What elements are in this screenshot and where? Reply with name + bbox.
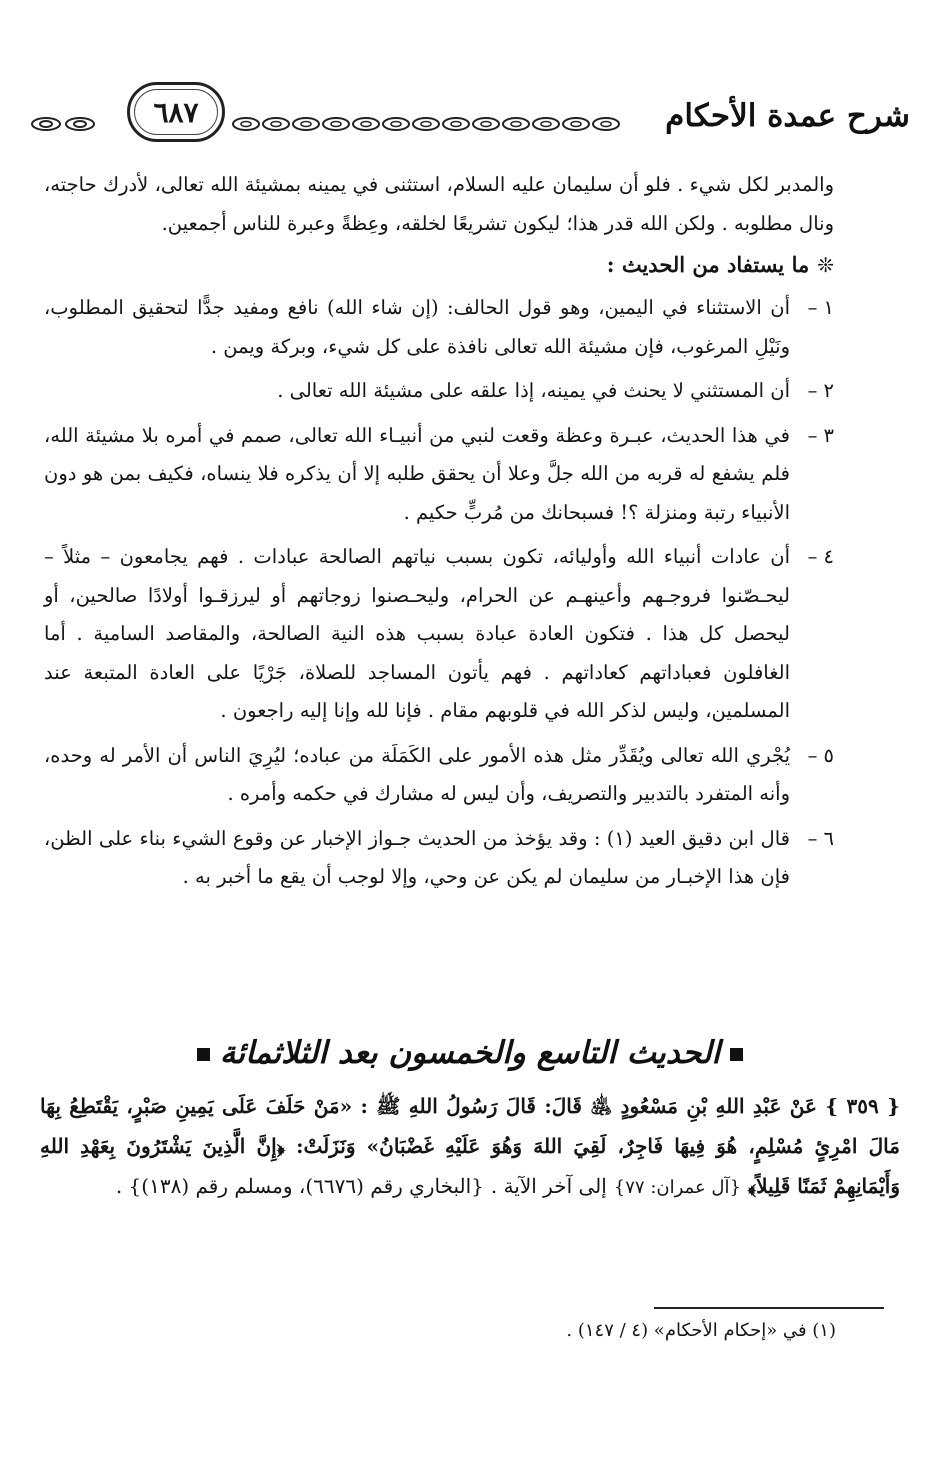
item-number: ٦ –: [807, 826, 834, 850]
running-header: [30, 72, 910, 158]
item-number: ١ –: [807, 296, 834, 319]
item-number: ٥ –: [807, 743, 834, 767]
item-number: ٣ –: [807, 423, 834, 447]
item-text: في هذا الحديث، عبـرة وعظة وقعت لنبي من أنبيـاء الله تعالى، صمم في أمره بلا مشيئة الله، فلم يشفع له قربه من الله جلَّ وعلا أن يحقق طلبه إلا أن يذكره فلا ينساه، فكيف بمن هو دون الأنبياء رتبة ومنزلة ؟! فسبحانك من مُربٍّ حكيم .: [44, 423, 790, 524]
footnote-rule: [654, 1307, 884, 1309]
asterisk-icon: ❊: [817, 253, 834, 277]
square-bullet-icon: [730, 1048, 743, 1061]
benefit-item-5: [44, 737, 834, 814]
benefit-item-3: [44, 417, 834, 533]
intro-paragraph: والمدبر لكل شيء . فلو أن سليمان عليه السلام، استثنى في يمينه بمشيئة الله تعالى، لأدرك حاجته، ونال مطلوبه . ولكن الله قدر هذا؛ ليكون تشريعًا لخلقه، وعِظةً وعبرة للناس أجمعين.: [44, 173, 834, 235]
square-bullet-icon: [197, 1048, 210, 1061]
benefit-item-6: [44, 820, 834, 897]
hadith-matn: عَنْ عَبْدِ اللهِ بْنِ مَسْعُودٍ ﵁ قَالَ: قَالَ رَسُولُ اللهِ ﷺ : «مَنْ حَلَفَ عَلَى يَمِينِ صَبْرٍ، يَقْتَطِعُ بِهَا مَالَ امْرِئٍ مُسْلِمٍ، هُوَ فِيهَا فَاجِرٌ، لَقِيَ اللهَ وَهُوَ عَلَيْهِ غَضْبَانُ» وَنَزَلَتْ: ﴿إِنَّ الَّذِينَ يَشْتَرُونَ بِعَهْدِ اللهِ وَأَيْمَانِهِمْ ثَمَنًا قَلِيلاً﴾: [40, 1094, 900, 1198]
hadith-title: [60, 1028, 880, 1078]
benefits-heading: [44, 245, 834, 285]
item-text: أن المستثني لا يحنث في يمينه، إذا علقه على مشيئة الله تعالى .: [277, 379, 790, 402]
header-ornament-left: [30, 114, 100, 134]
page-number: ٦٨٧: [153, 95, 199, 129]
item-text: أن الاستثناء في اليمين، وهو قول الحالف: (إن شاء الله) نافع ومفيد جدًّا لتحقيق المطلوب، ونَيْلِ المرغوب، فإن مشيئة الله تعالى نافذة على كل شيء، وبركة ويمن .: [44, 296, 790, 358]
hadith-title-text: الحديث التاسع والخمسون بعد الثلاثمائة: [219, 1035, 721, 1071]
benefit-item-1: [44, 289, 834, 366]
header-ornament-chain: [230, 114, 650, 134]
item-number: ٢ –: [807, 379, 834, 402]
hadith-number: { ٣٥٩ }: [825, 1094, 900, 1118]
footnote: (١) في «إحكام الأحكام» (٤ / ١٤٧) .: [566, 1320, 836, 1341]
commentary-body: [44, 166, 834, 903]
verse-continuation: إلى آخر الآية .: [490, 1174, 607, 1198]
item-text: قال ابن دقيق العيد (١) : وقد يؤخذ من الحديث جـواز الإخبار عن وقوع الشيء بناء على الظن، فإن هذا الإخبـار من سليمان لم يكن عن وحي، وإلا لوجب أن يقع ما أخبر به .: [44, 826, 790, 888]
item-text: يُجْري الله تعالى ويُقَدِّر مثل هذه الأمور على الكَمَلَة من عباده؛ ليُرِيَ الناس أن الأمر له وحده، وأنه المتفرد بالتدبير والتصريف، وأن ليس له مشارك في حكمه وأمره .: [44, 743, 790, 805]
page-number-frame: [127, 82, 225, 142]
hadith-text: [40, 1086, 900, 1208]
benefit-item-4: [44, 538, 834, 731]
benefit-item-2: [44, 372, 834, 411]
benefits-heading-text: ما يستفاد من الحديث :: [606, 252, 810, 277]
item-number: ٤ –: [807, 545, 834, 568]
item-text: أن عادات أنبياء الله وأوليائه، تكون بسبب نياتهم الصالحة عبادات . فهم يجامعون – مثلاً – ليحـصّنوا فروجـهم وأعينهـم عن الحرام، وليحـصنوا زوجاتهم أو ليرزقـوا أولادًا صالحين، أو ليحصل كل هذا . فتكون العادة عبادة بسبب هذه النية الصالحة، والمقاصد السامية . أما الغافلون فعباداتهم كعاداتهم . فهم يأتون المساجد للصلاة، جَرْيًا على العادة المتبعة عند المسلمين، وليس لذكر الله في قلوبهم مقام . فإنا لله وإنا إليه راجعون .: [44, 545, 790, 722]
verse-reference: {آل عمران: ٧٧}: [613, 1177, 741, 1198]
book-title: شرح عمدة الأحكام: [665, 98, 910, 134]
hadith-source: {البخاري رقم (٦٦٧٦)، ومسلم رقم (١٣٨)} .: [115, 1174, 484, 1198]
